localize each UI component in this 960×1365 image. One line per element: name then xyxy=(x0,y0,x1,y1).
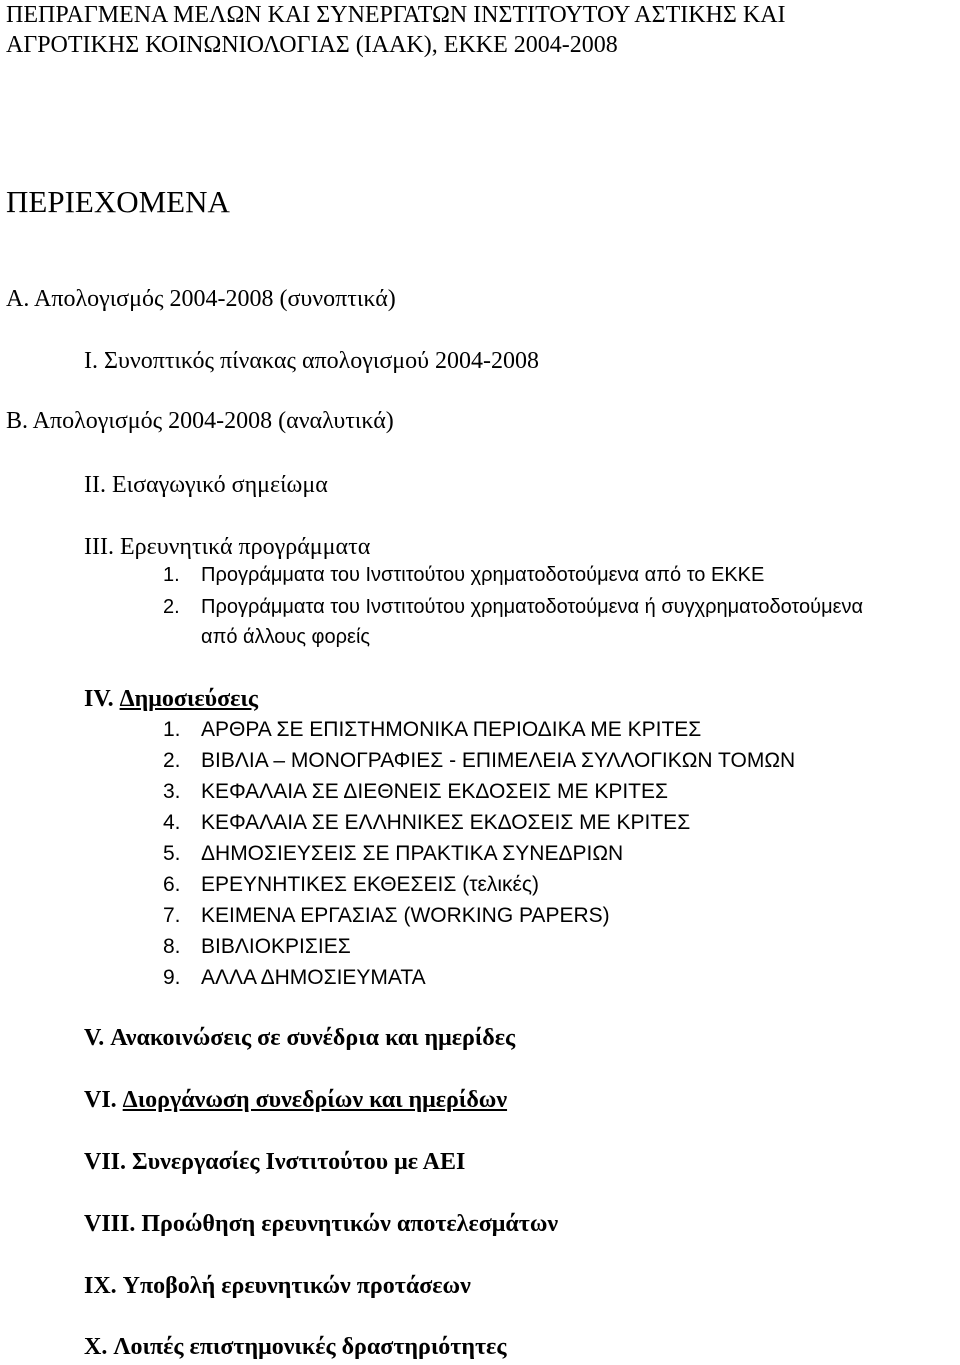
section-vi xyxy=(84,1087,507,1114)
section-vi-title: Διοργάνωση συνεδρίων και ημερίδων xyxy=(122,1087,508,1113)
publication-item-number: 2. xyxy=(163,749,181,772)
publication-item-8 xyxy=(163,935,351,959)
section-ix-prefix: IX. xyxy=(84,1273,123,1299)
section-vii-title: Συνεργασίες Ινστιτούτου με ΑΕΙ xyxy=(132,1149,466,1175)
program-item-2 xyxy=(163,596,863,619)
publication-item-number: 6. xyxy=(163,873,181,896)
section-ii: ΙΙ. Εισαγωγικό σημείωμα xyxy=(84,472,328,498)
publication-item-number: 9. xyxy=(163,966,181,989)
program-item-2-continuation: από άλλους φορείς xyxy=(201,626,371,648)
contents-heading: ΠΕΡΙΕΧΟΜΕΝΑ xyxy=(6,184,230,219)
publication-item-number: 4. xyxy=(163,811,181,834)
program-item-text: Προγράμματα του Ινστιτούτου χρηματοδοτούμενα από το ΕΚΚΕ xyxy=(201,564,765,586)
program-item-text: Προγράμματα του Ινστιτούτου χρηματοδοτούμενα ή συγχρηματοδοτούμενα xyxy=(201,596,864,618)
section-viii xyxy=(84,1211,558,1238)
publication-item-1 xyxy=(163,718,701,742)
publication-item-9 xyxy=(163,966,426,990)
program-item-1 xyxy=(163,564,764,587)
publication-item-text: ΔΗΜΟΣΙΕΥΣΕΙΣ ΣΕ ΠΡΑΚΤΙΚΑ ΣΥΝΕΔΡΙΩΝ xyxy=(201,842,624,865)
publication-item-text: ΚΕΦΑΛΑΙΑ ΣΕ ΕΛΛΗΝΙΚΕΣ ΕΚΔΟΣΕΙΣ ΜΕ ΚΡΙΤΕΣ xyxy=(201,811,691,834)
publication-item-2 xyxy=(163,749,795,773)
section-i: Ι. Συνοπτικός πίνακας απολογισμού 2004-2008 xyxy=(84,348,540,374)
document-title-line1: ΠΕΠΡΑΓΜΕΝΑ ΜΕΛΩΝ ΚΑΙ ΣΥΝΕΡΓΑΤΩΝ ΙΝΣΤΙΤΟΥΤΟΥ ΑΣΤΙΚΗΣ ΚΑΙ xyxy=(6,2,786,28)
section-viii-title: Προώθηση ερευνητικών αποτελεσμάτων xyxy=(141,1211,559,1237)
section-vii-prefix: VII. xyxy=(84,1149,133,1175)
publication-item-7 xyxy=(163,904,610,928)
publication-item-number: 7. xyxy=(163,904,181,927)
section-v-prefix: V. xyxy=(84,1025,111,1051)
section-x xyxy=(84,1334,506,1361)
publication-item-text: ΚΕΦΑΛΑΙΑ ΣΕ ΔΙΕΘΝΕΙΣ ΕΚΔΟΣΕΙΣ ΜΕ ΚΡΙΤΕΣ xyxy=(201,780,668,803)
section-iv-title: Δημοσιεύσεις xyxy=(119,686,258,712)
publication-item-text: ΑΛΛΑ ΔΗΜΟΣΙΕΥΜΑΤΑ xyxy=(201,966,426,989)
publication-item-number: 8. xyxy=(163,935,181,958)
publication-item-text: ΒΙΒΛΙΑ – ΜΟΝΟΓΡΑΦΙΕΣ - ΕΠΙΜΕΛΕΙΑ ΣΥΛΛΟΓΙΚΩΝ ΤΟΜΩΝ xyxy=(201,749,796,772)
section-iii: ΙΙΙ. Ερευνητικά προγράμματα xyxy=(84,534,371,560)
section-a: Α. Απολογισμός 2004-2008 (συνοπτικά) xyxy=(6,286,396,312)
publication-item-text: ΒΙΒΛΙΟΚΡΙΣΙΕΣ xyxy=(201,935,351,958)
publication-item-3 xyxy=(163,780,668,804)
section-ix-title: Υποβολή ερευνητικών προτάσεων xyxy=(122,1273,471,1299)
publication-item-5 xyxy=(163,842,623,866)
section-vii xyxy=(84,1149,465,1176)
program-item-number: 2. xyxy=(163,596,180,618)
section-iv-prefix: IV. xyxy=(84,686,120,712)
section-iv xyxy=(84,686,258,713)
section-vi-prefix: VI. xyxy=(84,1087,123,1113)
publication-item-number: 1. xyxy=(163,718,181,741)
publication-item-6 xyxy=(163,873,539,897)
document-title-line2: ΑΓΡΟΤΙΚΗΣ ΚΟΙΝΩΝΙΟΛΟΓΙΑΣ (ΙΑΑΚ), ΕΚΚΕ 2004-2008 xyxy=(6,32,618,58)
section-v-title: Ανακοινώσεις σε συνέδρια και ημερίδες xyxy=(110,1025,516,1051)
program-item-number: 1. xyxy=(163,564,180,586)
section-b: Β. Απολογισμός 2004-2008 (αναλυτικά) xyxy=(6,408,394,434)
publication-item-number: 3. xyxy=(163,780,181,803)
publication-item-text: ΕΡΕΥΝΗΤΙΚΕΣ ΕΚΘΕΣΕΙΣ (τελικές) xyxy=(201,873,539,896)
section-x-title: Λοιπές επιστημονικές δραστηριότητες xyxy=(113,1334,507,1360)
publication-item-number: 5. xyxy=(163,842,181,865)
section-ix xyxy=(84,1273,471,1300)
publication-item-text: ΑΡΘΡΑ ΣΕ ΕΠΙΣΤΗΜΟΝΙΚΑ ΠΕΡΙΟΔΙΚΑ ΜΕ ΚΡΙΤΕΣ xyxy=(201,718,702,741)
section-v xyxy=(84,1025,515,1052)
publication-item-4 xyxy=(163,811,690,835)
section-x-prefix: X. xyxy=(84,1334,114,1360)
section-viii-prefix: VIII. xyxy=(84,1211,142,1237)
publication-item-text: ΚΕΙΜΕΝΑ ΕΡΓΑΣΙΑΣ (WORKING PAPERS) xyxy=(201,904,610,927)
